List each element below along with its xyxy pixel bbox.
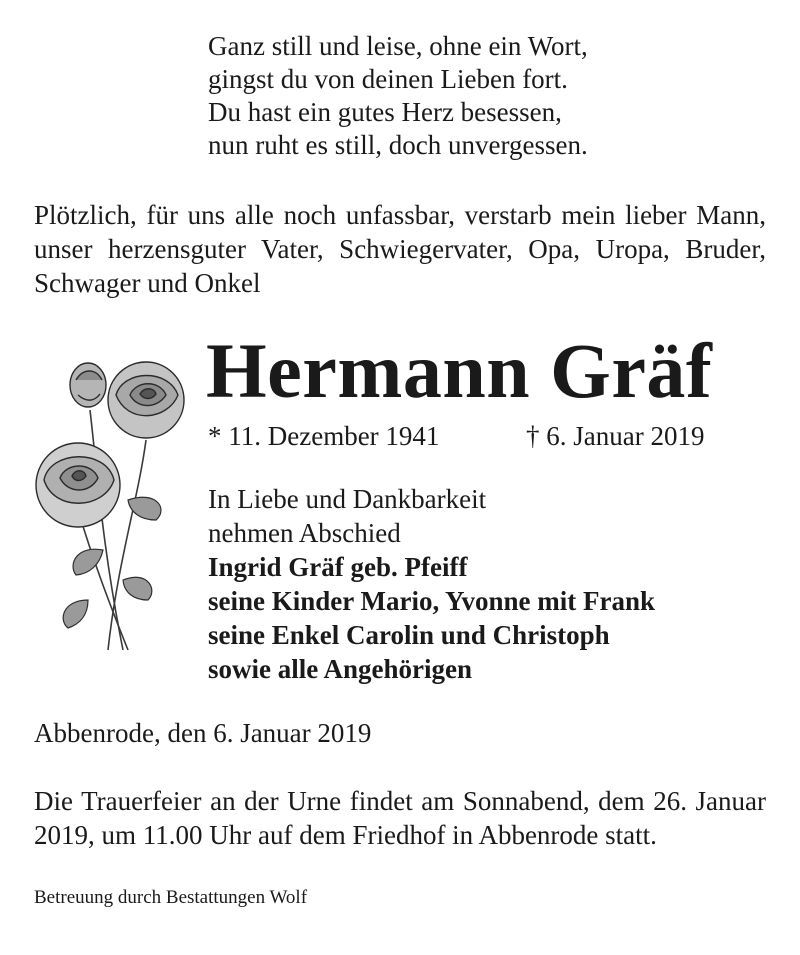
intro-text: Plötzlich, für uns alle noch unfassbar, verstarb mein lieber Mann, unser herzensguter Vater, Schwiegervater, Opa, Uropa, Bruder, Schwager und Onkel [34,200,766,298]
mourner-name: sowie alle Angehörigen [208,654,472,684]
mourners-block [208,482,655,686]
poem-line: nun ruht es still, doch unvergessen. [208,130,588,160]
undertaker-note: Betreuung durch Bestattungen Wolf [34,887,308,908]
place-date: Abbenrode, den 6. Januar 2019 [34,718,372,748]
poem-line: Du hast ein gutes Herz besessen, [208,97,562,127]
deceased-name: Hermann Gräf [206,327,713,414]
mourners-line: nehmen Abschied [208,518,401,548]
poem [208,30,588,162]
birth-date: * 11. Dezember 1941 [208,421,440,451]
mourner-name: seine Kinder Mario, Yvonne mit Frank [208,586,655,616]
roses-icon [28,350,198,660]
mourners-line: In Liebe und Dankbarkeit [208,484,487,514]
poem-line: Ganz still und leise, ohne ein Wort, [208,31,588,61]
poem-line: gingst du von deinen Lieben fort. [208,64,568,94]
funeral-service-text: Die Trauerfeier an der Urne findet am Sonnabend, dem 26. Januar 2019, um 11.00 Uhr auf dem Friedhof in Abbenrode statt. [34,786,766,850]
mourner-name: seine Enkel Carolin und Christoph [208,620,610,650]
life-dates [208,420,728,452]
death-date: † 6. Januar 2019 [526,421,705,451]
mourner-name: Ingrid Gräf geb. Pfeiff [208,552,468,582]
